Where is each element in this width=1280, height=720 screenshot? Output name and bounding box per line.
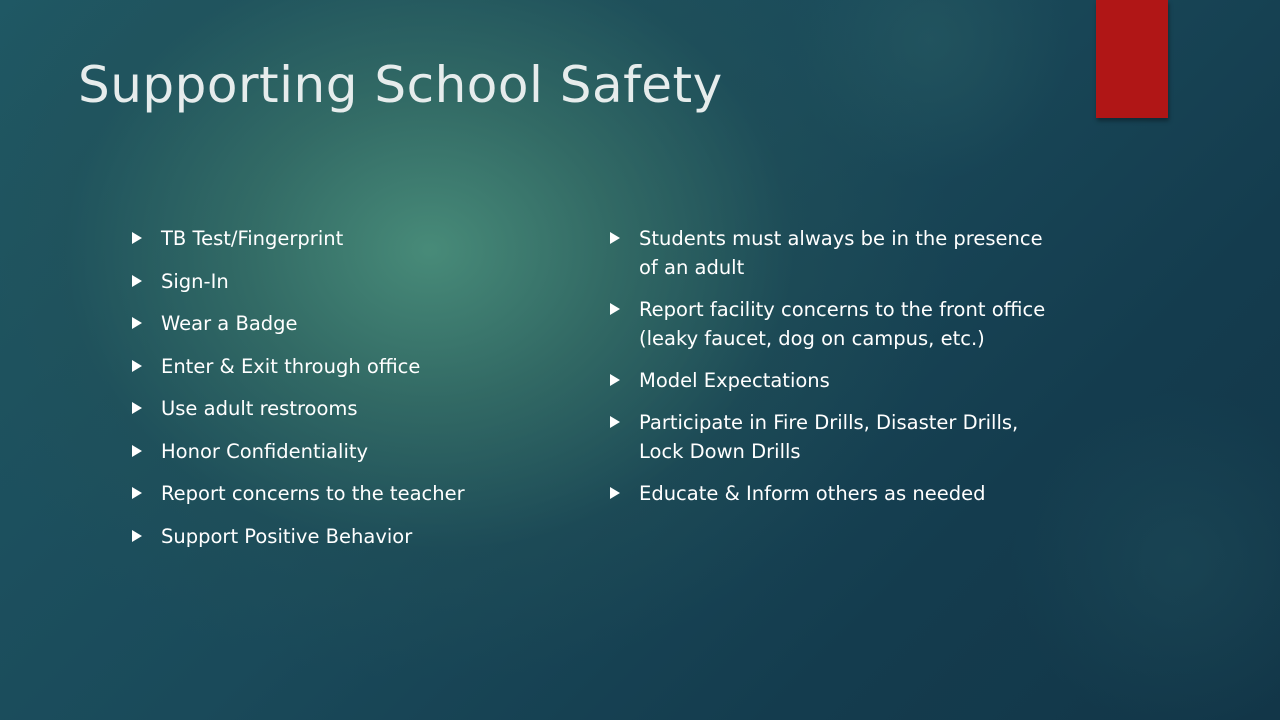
list-item-text: Wear a Badge [161,312,298,335]
list-item [610,408,1050,466]
list-item-text: Enter & Exit through office [161,354,421,378]
slide-title: Supporting School Safety [78,56,723,114]
list-item-text: Model Expectations [639,369,830,392]
list-item [610,295,1050,353]
list-item [132,394,552,423]
triangle-right-icon [610,416,620,428]
list-item [610,366,1050,395]
list-item [610,224,1050,282]
triangle-right-icon [610,487,620,499]
list-item [132,224,552,253]
list-item-text: Students must always be in the presence of an adult [639,227,1043,279]
list-item-text: Sign-In [161,269,229,293]
triangle-right-icon [132,445,142,457]
triangle-right-icon [132,275,142,287]
right-bullet-list [610,224,1050,521]
list-item-text: Educate & Inform others as needed [639,482,986,505]
list-item [132,479,552,508]
list-item [132,352,552,381]
list-item [132,267,552,296]
list-item [132,522,552,551]
triangle-right-icon [132,360,142,372]
triangle-right-icon [132,232,142,244]
triangle-right-icon [610,303,620,315]
triangle-right-icon [132,530,142,542]
triangle-right-icon [132,317,142,329]
triangle-right-icon [132,487,142,499]
list-item-text: Support Positive Behavior [161,524,413,548]
list-item-text: Use adult restrooms [161,397,358,420]
list-item-text: Report concerns to the teacher [161,482,465,505]
triangle-right-icon [132,402,142,414]
list-item [610,479,1050,508]
list-item [132,437,552,466]
list-item-text: TB Test/Fingerprint [161,227,344,250]
list-item-text: Participate in Fire Drills, Disaster Drills, Lock Down Drills [639,411,1019,463]
list-item [132,309,552,338]
list-item-text: Honor Confidentiality [161,439,369,463]
triangle-right-icon [610,374,620,386]
left-bullet-list [132,224,552,564]
list-item-text: Report facility concerns to the front office (leaky faucet, dog on campus, etc.) [639,298,1046,350]
accent-bar [1096,0,1168,118]
triangle-right-icon [610,232,620,244]
